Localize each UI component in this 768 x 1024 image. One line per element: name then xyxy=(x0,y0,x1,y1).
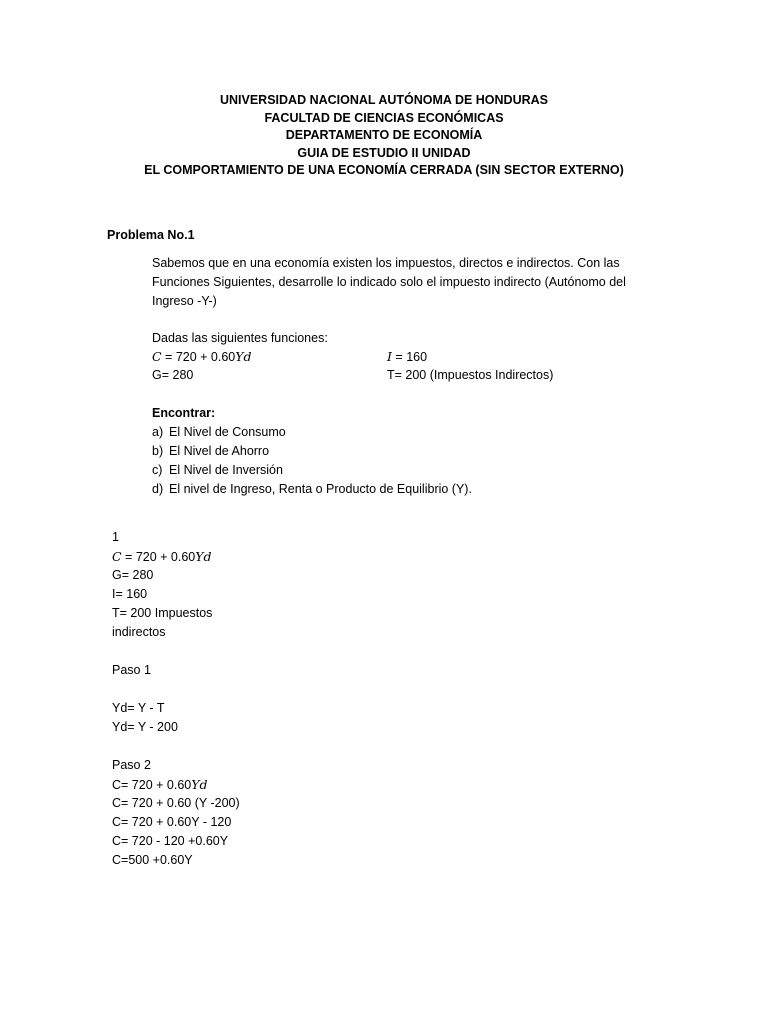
guide-title: GUIA DE ESTUDIO II UNIDAD xyxy=(297,145,471,160)
solution-tax: T= 200 Impuestos xyxy=(112,606,213,620)
list-item-text: El Nivel de Inversión xyxy=(169,463,283,477)
spacer xyxy=(112,680,240,699)
tax-function: T= 200 (Impuestos Indirectos) xyxy=(387,368,554,382)
c-equation: C= 720 + 0.60 xyxy=(112,778,192,792)
list-item-text: El Nivel de Ahorro xyxy=(169,444,270,458)
list-item xyxy=(152,461,472,480)
c-variable: C xyxy=(152,349,162,364)
spacer xyxy=(112,737,240,756)
consumption-step: C= 720 + 0.60Y - 120 xyxy=(112,815,232,829)
consumption-step: C= 720 + 0.60 (Y -200) xyxy=(112,796,240,810)
yd-variable: Yd xyxy=(235,349,252,364)
government-function: G= 280 xyxy=(152,368,194,382)
list-item-text: El Nivel de Consumo xyxy=(169,425,286,439)
c-equation: = 720 + 0.60 xyxy=(161,350,236,364)
c-equation: = 720 + 0.60 xyxy=(121,550,196,564)
functions-right-column xyxy=(387,347,553,385)
investment-function xyxy=(387,347,553,366)
document-header xyxy=(0,92,768,180)
list-item xyxy=(152,423,472,442)
list-item-text: El nivel de Ingreso, Renta o Producto de Equilibrio (Y). xyxy=(169,482,472,496)
functions-label: Dadas las siguientes funciones: xyxy=(152,331,328,345)
solution-consumption xyxy=(112,547,240,566)
problem-title: Problema No.1 xyxy=(107,228,195,242)
functions-left-column xyxy=(152,347,252,385)
yd-variable: Yd xyxy=(195,549,212,564)
find-title: Encontrar: xyxy=(152,406,216,420)
step-2-title: Paso 2 xyxy=(112,758,151,772)
solution-number: 1 xyxy=(112,530,119,544)
list-item xyxy=(152,442,472,461)
list-marker: d) xyxy=(152,482,164,496)
spacer xyxy=(112,642,240,661)
university-name: UNIVERSIDAD NACIONAL AUTÓNOMA DE HONDURAS xyxy=(219,93,548,107)
list-marker: a) xyxy=(152,425,164,439)
unit-title: EL COMPORTAMIENTO DE UNA ECONOMÍA CERRADA (SIN SECTOR EXTERNO) xyxy=(144,163,624,177)
c-variable: C xyxy=(112,549,122,564)
solution-investment: I= 160 xyxy=(112,587,148,601)
consumption-step: C= 720 - 120 +0.60Y xyxy=(112,834,229,848)
i-equation: = 160 xyxy=(391,350,428,364)
solution-tax-continued: indirectos xyxy=(112,625,166,639)
problem-intro xyxy=(152,254,652,311)
disposable-income-value: Yd= Y - 200 xyxy=(112,720,178,734)
list-marker: c) xyxy=(152,463,163,477)
list-item xyxy=(152,480,472,499)
intro-line: Sabemos que en una economía existen los impuestos, directos e indirectos. Con las xyxy=(152,256,620,270)
intro-line: Ingreso -Y-) xyxy=(152,294,217,308)
yd-variable: Yd xyxy=(191,777,208,792)
intro-line: Funciones Siguientes, desarrolle lo indicado solo el impuesto indirecto (Autónomo del xyxy=(152,275,626,289)
department-name: DEPARTAMENTO DE ECONOMÍA xyxy=(285,128,483,142)
find-section xyxy=(152,404,472,499)
consumption-step xyxy=(112,775,240,794)
list-marker: b) xyxy=(152,444,164,458)
i-variable: I xyxy=(387,349,392,364)
faculty-name: FACULTAD DE CIENCIAS ECONÓMICAS xyxy=(264,110,504,125)
disposable-income-formula: Yd= Y - T xyxy=(112,701,165,715)
consumption-function xyxy=(152,347,252,366)
consumption-result: C=500 +0.60Y xyxy=(112,853,193,867)
solution-government: G= 280 xyxy=(112,568,154,582)
step-1-title: Paso 1 xyxy=(112,663,151,677)
solution-section xyxy=(112,528,240,870)
